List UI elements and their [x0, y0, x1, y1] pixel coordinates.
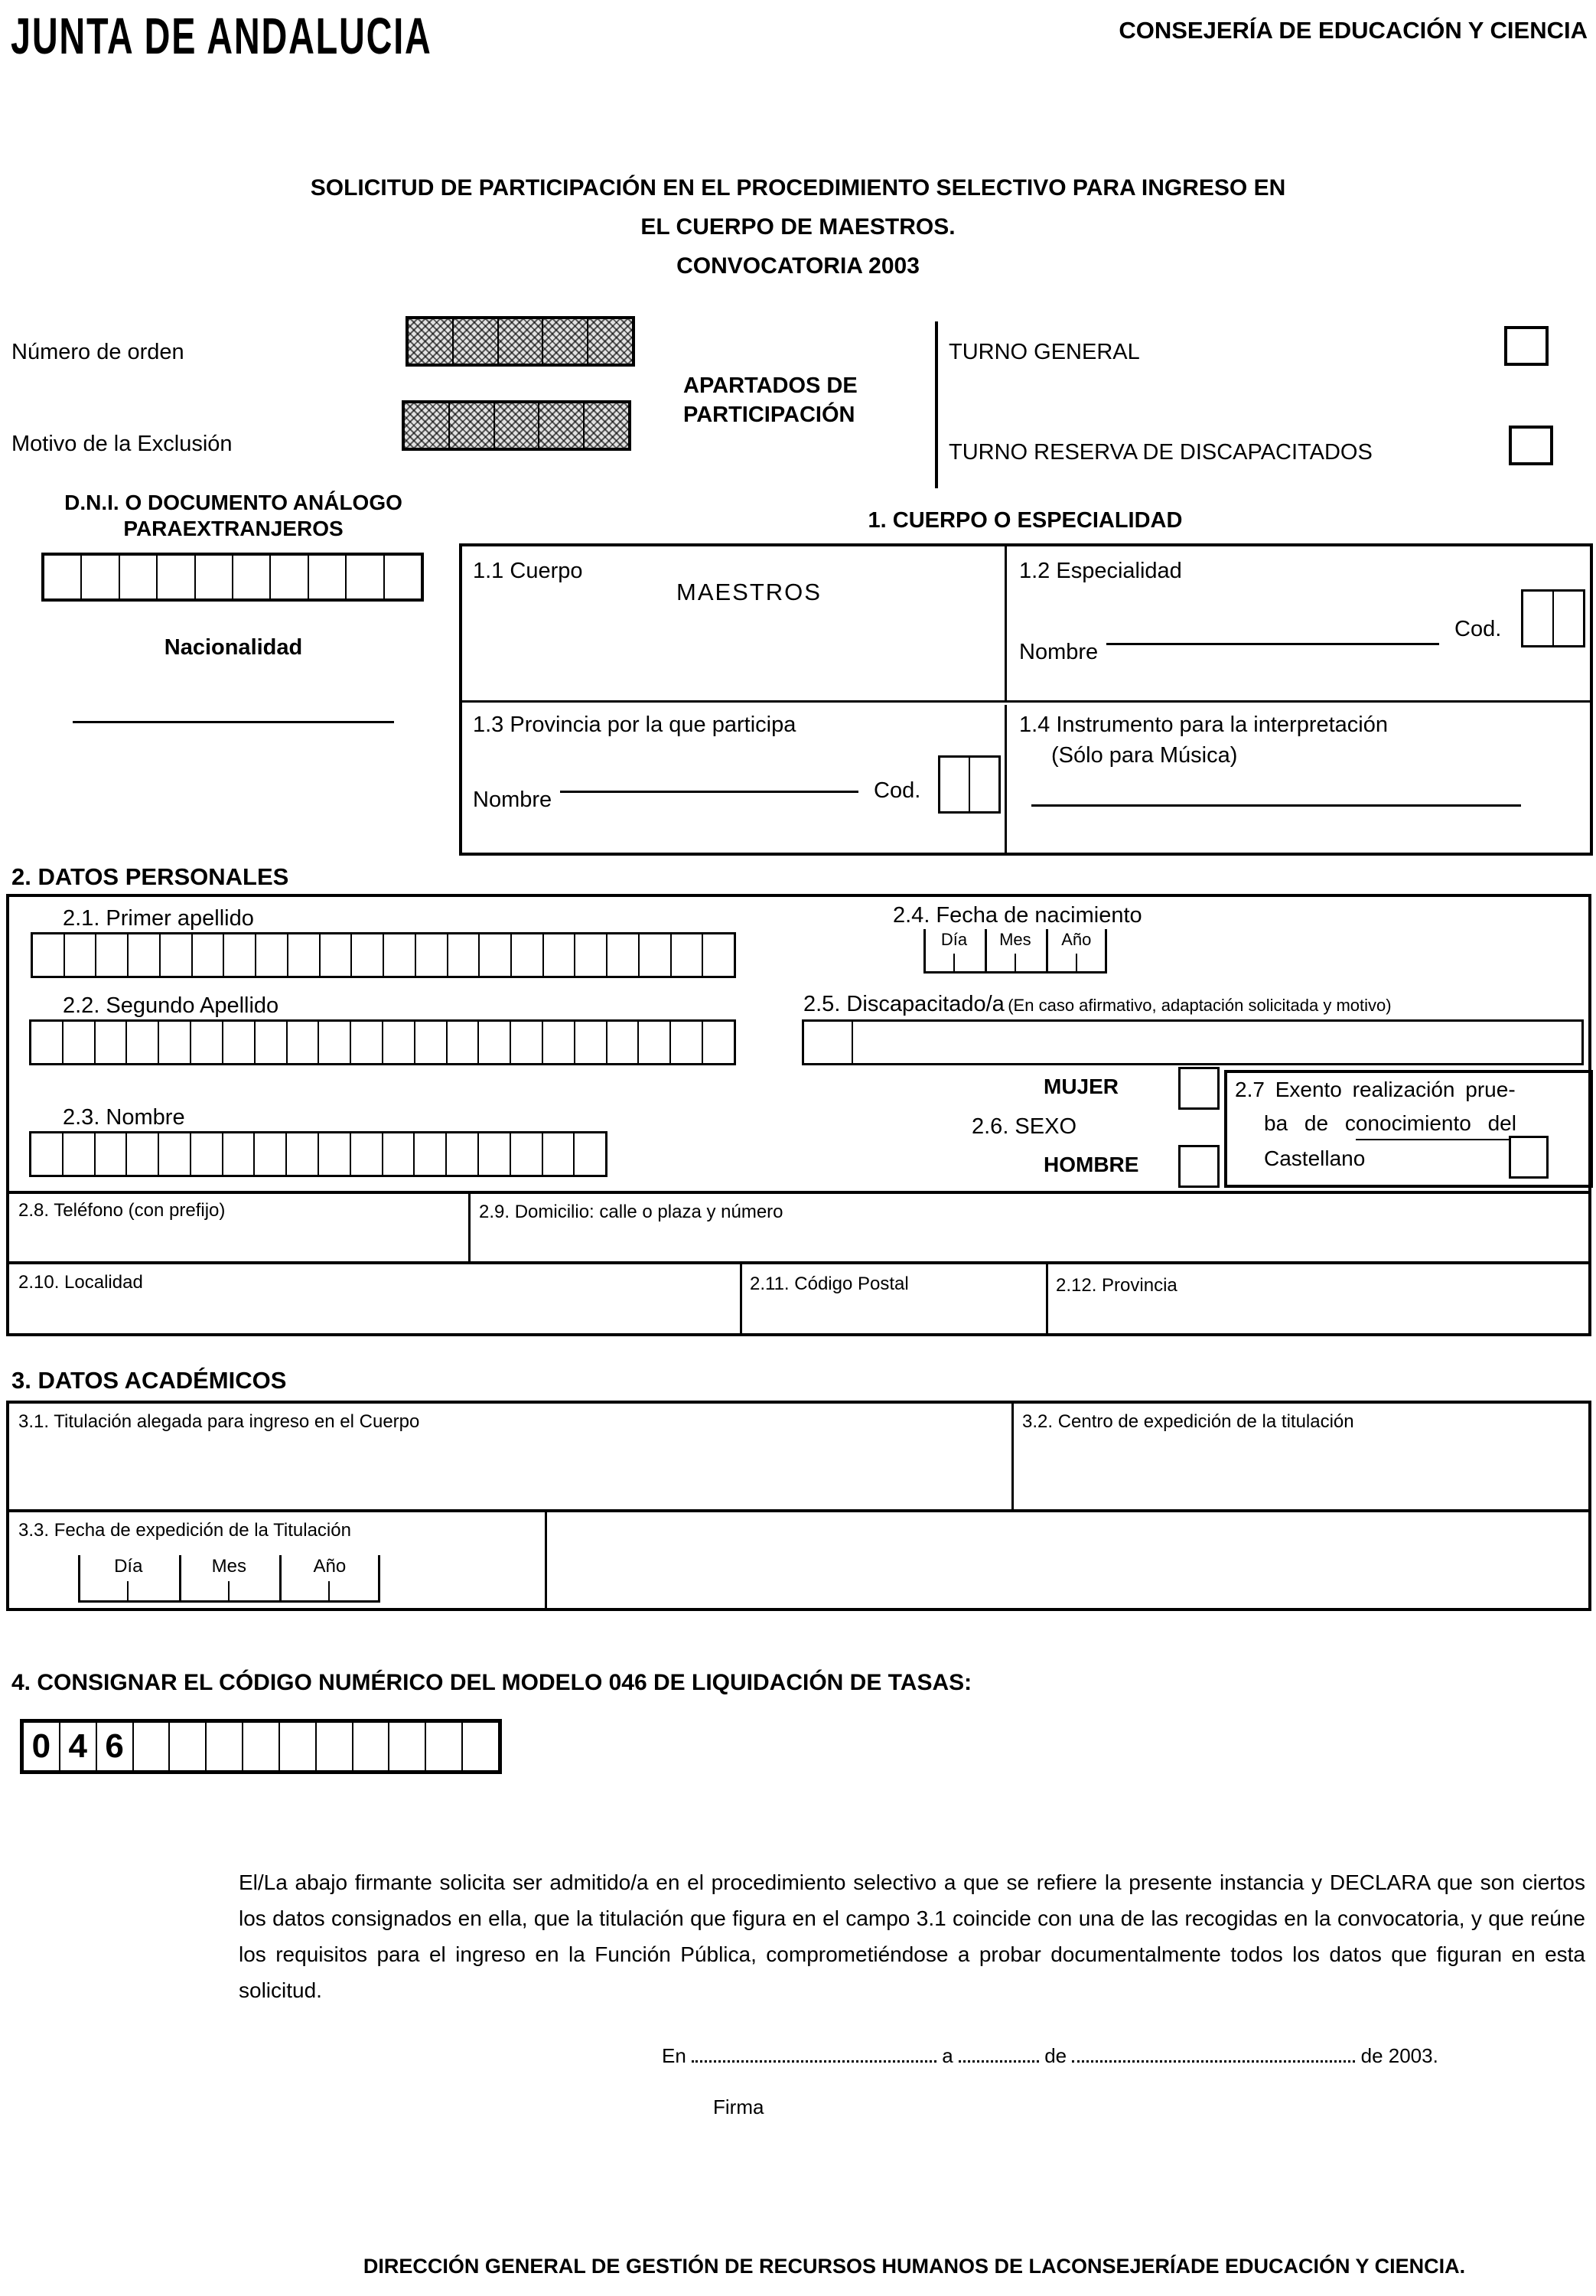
char-cell[interactable] [703, 934, 734, 976]
day-fill-line[interactable] [959, 2040, 1039, 2063]
char-cell[interactable] [672, 934, 704, 976]
dni-boxes[interactable] [41, 553, 424, 602]
char-cell[interactable] [448, 934, 480, 976]
divider-33 [545, 1512, 547, 1608]
section3-title: 3. DATOS ACADÉMICOS [11, 1367, 287, 1394]
form-title-line2: EL CUERPO DE MAESTROS. [640, 214, 956, 240]
provincia-cod-label: Cod. [874, 778, 921, 803]
year-label: Año [313, 1556, 347, 1577]
char-cell[interactable] [120, 556, 158, 598]
motivo-exclusion-label: Motivo de la Exclusión [11, 432, 233, 456]
section3-box [6, 1401, 1591, 1611]
field-2-7-box [1224, 1070, 1593, 1188]
char-cell[interactable] [193, 934, 225, 976]
char-cell[interactable] [64, 1022, 96, 1063]
signature-area[interactable] [713, 2120, 1096, 2235]
char-cell[interactable] [134, 1723, 171, 1770]
char-cell [585, 403, 628, 448]
char-cell[interactable] [671, 1022, 703, 1063]
char-cell[interactable] [159, 1133, 191, 1175]
char-cell[interactable] [207, 1723, 243, 1770]
field-2-12-label: 2.12. Provincia [1056, 1275, 1177, 1296]
char-cell[interactable] [575, 1133, 605, 1175]
field-2-5-box-divider [852, 1022, 853, 1063]
a-label: a [942, 2044, 953, 2067]
char-cell[interactable] [309, 556, 347, 598]
char-cell[interactable]: 4 [60, 1723, 97, 1770]
char-cell [499, 319, 544, 364]
field-2-5-box[interactable] [802, 1019, 1584, 1065]
section2-title: 2. DATOS PERSONALES [11, 863, 289, 890]
month-label: Mes [999, 930, 1031, 949]
especialidad-nombre-line[interactable] [1106, 643, 1439, 645]
char-cell[interactable] [196, 556, 233, 598]
month-fill-line[interactable] [1072, 2040, 1355, 2063]
char-cell[interactable]: 6 [97, 1723, 134, 1770]
char-cell[interactable] [383, 1022, 415, 1063]
char-cell[interactable] [1554, 592, 1583, 645]
char-cell [543, 319, 588, 364]
especialidad-cod-boxes[interactable] [1521, 589, 1585, 647]
field-2-1-boxes[interactable] [31, 932, 736, 978]
char-cell[interactable] [127, 1022, 159, 1063]
char-cell[interactable] [448, 1022, 480, 1063]
instrumento-label-line2: (Sólo para Música) [1051, 743, 1238, 768]
char-cell[interactable] [415, 1133, 447, 1175]
char-cell[interactable] [544, 934, 576, 976]
de-label: de [1044, 2044, 1067, 2067]
provincia-label: 1.3 Provincia por la que participa [473, 713, 796, 737]
char-cell[interactable] [317, 1723, 353, 1770]
en-label: En [662, 2044, 686, 2067]
char-cell[interactable] [447, 1133, 479, 1175]
field-2-1-label: 2.1. Primer apellido [63, 906, 254, 931]
field-2-5-label-main: 2.5. Discapacitado/a [803, 992, 1005, 1016]
field-2-11-label: 2.11. Código Postal [750, 1274, 909, 1294]
char-cell[interactable] [96, 1022, 128, 1063]
row-33-topline [9, 1509, 1588, 1512]
section4-title: 4. CONSIGNAR EL CÓDIGO NUMÉRICO DEL MODELO 046 DE LIQUIDACIÓN DE TASAS: [11, 1670, 972, 1695]
char-cell[interactable] [64, 1133, 96, 1175]
cell-provincia [462, 705, 1007, 853]
provincia-nombre-line[interactable] [560, 791, 858, 793]
hombre-label: HOMBRE [1044, 1153, 1139, 1176]
field-2-12-cell[interactable] [1048, 1264, 1588, 1333]
hombre-checkbox[interactable] [1178, 1145, 1220, 1188]
field-2-10-label: 2.10. Localidad [18, 1272, 143, 1293]
provincia-nombre-label: Nombre [473, 788, 552, 812]
dni-label-line2: PARAEXTRANJEROS [123, 517, 344, 540]
month-label: Mes [211, 1556, 246, 1577]
numero-orden-label: Número de orden [11, 340, 184, 364]
cell-cuerpo [462, 546, 1007, 703]
field-3-3-label: 3.3. Fecha de expedición de la Titulación [18, 1520, 351, 1541]
char-cell[interactable] [271, 556, 308, 598]
char-cell[interactable] [161, 934, 193, 976]
motivo-exclusion-boxes [402, 400, 631, 451]
apartados-participacion-label [683, 371, 858, 429]
field-2-9-label: 2.9. Domicilio: calle o plaza y número [479, 1202, 783, 1222]
field-2-3-boxes[interactable] [29, 1131, 607, 1177]
char-cell[interactable] [347, 556, 384, 598]
char-cell[interactable] [170, 1723, 207, 1770]
field-2-8-cell[interactable] [9, 1194, 468, 1261]
char-cell[interactable] [415, 1022, 448, 1063]
char-cell[interactable] [703, 1022, 734, 1063]
field-2-10-cell[interactable] [9, 1264, 740, 1333]
char-cell [409, 319, 454, 364]
field-2-8-label: 2.8. Teléfono (con prefijo) [18, 1200, 226, 1221]
char-cell[interactable] [607, 1022, 640, 1063]
char-cell[interactable] [543, 1133, 575, 1175]
char-cell[interactable] [384, 934, 416, 976]
turno-reserva-label: TURNO RESERVA DE DISCAPACITADOS [949, 440, 1373, 465]
char-cell[interactable] [255, 1133, 287, 1175]
birthdate-field[interactable] [923, 929, 1107, 974]
especialidad-label: 1.2 Especialidad [1019, 559, 1182, 583]
section2-box [6, 894, 1591, 1336]
instrumento-label-line1: 1.4 Instrumento para la interpretación [1019, 713, 1388, 737]
cuerpo-label: 1.1 Cuerpo [473, 559, 583, 583]
de-2003-label: de 2003. [1360, 2044, 1438, 2067]
char-cell[interactable] [243, 1723, 280, 1770]
char-cell[interactable] [65, 934, 97, 976]
turno-general-checkbox[interactable] [1504, 326, 1549, 366]
field-2-4-label: 2.4. Fecha de nacimiento [893, 903, 1142, 928]
char-cell[interactable] [223, 1133, 256, 1175]
field-2-7-line1: 2.7 Exento realización prue- [1235, 1078, 1516, 1101]
char-cell[interactable] [288, 1022, 320, 1063]
section1-table [459, 543, 1593, 856]
junta-andalucia-logo: JUNTA DE ANDALUCIA [11, 8, 432, 66]
char-cell[interactable] [353, 1723, 390, 1770]
char-cell[interactable] [351, 1022, 383, 1063]
char-cell [405, 403, 450, 448]
form-title-line3: CONVOCATORIA 2003 [676, 253, 920, 279]
especialidad-nombre-label: Nombre [1019, 640, 1099, 664]
day-label: Día [940, 930, 968, 949]
char-cell [454, 319, 499, 364]
char-cell[interactable] [575, 1022, 607, 1063]
char-cell[interactable]: 0 [24, 1723, 60, 1770]
char-cell[interactable] [96, 934, 129, 976]
char-cell[interactable] [480, 934, 512, 976]
char-cell[interactable] [287, 1133, 319, 1175]
char-cell[interactable] [1523, 592, 1554, 645]
char-cell[interactable] [159, 1022, 191, 1063]
char-cell[interactable] [191, 1133, 223, 1175]
nacionalidad-line[interactable] [73, 721, 394, 723]
mujer-checkbox[interactable] [1178, 1067, 1220, 1110]
consejeria-title: CONSEJERÍA DE EDUCACIÓN Y CIENCIA [1119, 17, 1588, 44]
char-cell[interactable] [127, 1133, 159, 1175]
form-title-line1: SOLICITUD DE PARTICIPACIÓN EN EL PROCEDIMIENTO SELECTIVO PARA INGRESO EN [310, 175, 1286, 201]
field-2-2-label: 2.2. Segundo Apellido [63, 993, 279, 1018]
char-cell[interactable] [233, 556, 271, 598]
field-2-5-label-note: (En caso afirmativo, adaptación solicitada y motivo) [1008, 996, 1392, 1015]
char-cell[interactable] [82, 556, 119, 598]
char-cell[interactable] [223, 1022, 256, 1063]
char-cell[interactable] [543, 1022, 575, 1063]
dni-label [23, 490, 444, 542]
char-cell[interactable] [33, 934, 65, 976]
especialidad-cod-label: Cod. [1454, 617, 1502, 641]
char-cell [450, 403, 495, 448]
char-cell[interactable] [385, 556, 421, 598]
form-title [69, 168, 1527, 285]
char-cell[interactable] [158, 556, 195, 598]
nacionalidad-label: Nacionalidad [164, 635, 303, 660]
char-cell[interactable] [640, 934, 672, 976]
char-cell [539, 403, 585, 448]
char-cell[interactable] [575, 934, 607, 976]
char-cell[interactable] [96, 1133, 128, 1175]
section1-title: 1. CUERPO O ESPECIALIDAD [868, 508, 1183, 533]
field-2-7-line3: Castellano [1264, 1146, 1366, 1170]
dni-label-line1: D.N.I. O DOCUMENTO ANÁLOGO [64, 491, 402, 514]
place-fill-line[interactable] [692, 2040, 936, 2063]
char-cell[interactable] [224, 934, 256, 976]
char-cell[interactable] [416, 934, 448, 976]
year-label: Año [1061, 930, 1092, 949]
char-cell[interactable] [256, 1022, 288, 1063]
char-cell[interactable] [607, 934, 640, 976]
char-cell[interactable] [389, 1723, 426, 1770]
day-label: Día [114, 1556, 143, 1577]
char-cell[interactable] [352, 934, 384, 976]
char-cell[interactable] [191, 1022, 223, 1063]
char-cell[interactable] [288, 934, 321, 976]
field-2-3-label: 2.3. Nombre [63, 1105, 185, 1130]
instrumento-line[interactable] [1031, 804, 1521, 807]
modelo-046-boxes[interactable] [20, 1719, 502, 1774]
char-cell[interactable] [970, 758, 998, 811]
char-cell[interactable] [31, 1133, 64, 1175]
char-cell[interactable] [31, 1022, 64, 1063]
field-3-2-cell[interactable] [1014, 1404, 1588, 1509]
castellano-checkbox[interactable] [1509, 1136, 1549, 1179]
field-2-9-cell[interactable] [471, 1194, 1588, 1261]
field-2-7-line2: ba de conocimiento del [1264, 1111, 1516, 1135]
char-cell[interactable] [44, 556, 82, 598]
char-cell[interactable] [479, 1133, 511, 1175]
cell-especialidad [1007, 546, 1593, 703]
char-cell[interactable] [383, 1133, 415, 1175]
provincia-cod-boxes[interactable] [938, 755, 1001, 814]
field-2-5-label [803, 992, 1392, 1017]
char-cell[interactable] [321, 934, 353, 976]
declaration-text: El/La abajo firmante solicita ser admitido/a en el procedimiento selectivo a que se refiere la presente instancia y DECLARA que son ciertos los datos consignados en ella, que la titulación que figura en el campo 3.1 coincide con una de las recogidas en la convocatoria, y que reúne los requisitos para el ingreso en la Función Pública, comprometiéndose a probar documentalmente todos los datos que figuran en esta solicitud. [239, 1870, 1585, 2002]
footer-text: DIRECCIÓN GENERAL DE GESTIÓN DE RECURSOS HUMANOS DE LACONSEJERÍADE EDUCACIÓN Y CIENCIA. [363, 2255, 1466, 2278]
char-cell [495, 403, 540, 448]
numero-orden-boxes [406, 316, 635, 367]
char-cell[interactable] [479, 1022, 511, 1063]
char-cell[interactable] [256, 934, 288, 976]
turno-general-label: TURNO GENERAL [949, 340, 1140, 364]
char-cell[interactable] [511, 1022, 543, 1063]
cell-instrumento [1007, 705, 1593, 853]
char-cell[interactable] [639, 1022, 671, 1063]
char-cell[interactable] [512, 934, 544, 976]
mujer-label: MUJER [1044, 1075, 1119, 1098]
char-cell[interactable] [129, 934, 161, 976]
field-2-2-boxes[interactable] [29, 1019, 736, 1065]
cuerpo-value: MAESTROS [676, 579, 822, 605]
char-cell[interactable] [940, 758, 970, 811]
field-3-1-label: 3.1. Titulación alegada para ingreso en el Cuerpo [18, 1411, 420, 1432]
char-cell [588, 319, 632, 364]
char-cell[interactable] [319, 1022, 351, 1063]
apartados-divider [935, 321, 938, 488]
char-cell[interactable] [463, 1723, 498, 1770]
turno-reserva-checkbox[interactable] [1509, 426, 1553, 465]
char-cell[interactable] [426, 1723, 463, 1770]
char-cell[interactable] [280, 1723, 317, 1770]
apartados-line1: APARTADOS DE [683, 373, 858, 398]
field-2-11-cell[interactable] [742, 1264, 1046, 1333]
firma-label: Firma [713, 2095, 764, 2118]
place-date-line [662, 2040, 1438, 2068]
char-cell[interactable] [319, 1133, 351, 1175]
apartados-line2: PARTICIPACIÓN [683, 403, 855, 427]
field-3-2-label: 3.2. Centro de expedición de la titulación [1022, 1411, 1354, 1432]
field-2-6-label: 2.6. SEXO [972, 1114, 1077, 1139]
field-3-1-cell[interactable] [9, 1404, 1011, 1509]
titulacion-date-field[interactable] [78, 1555, 380, 1603]
char-cell[interactable] [511, 1133, 543, 1175]
char-cell[interactable] [351, 1133, 383, 1175]
